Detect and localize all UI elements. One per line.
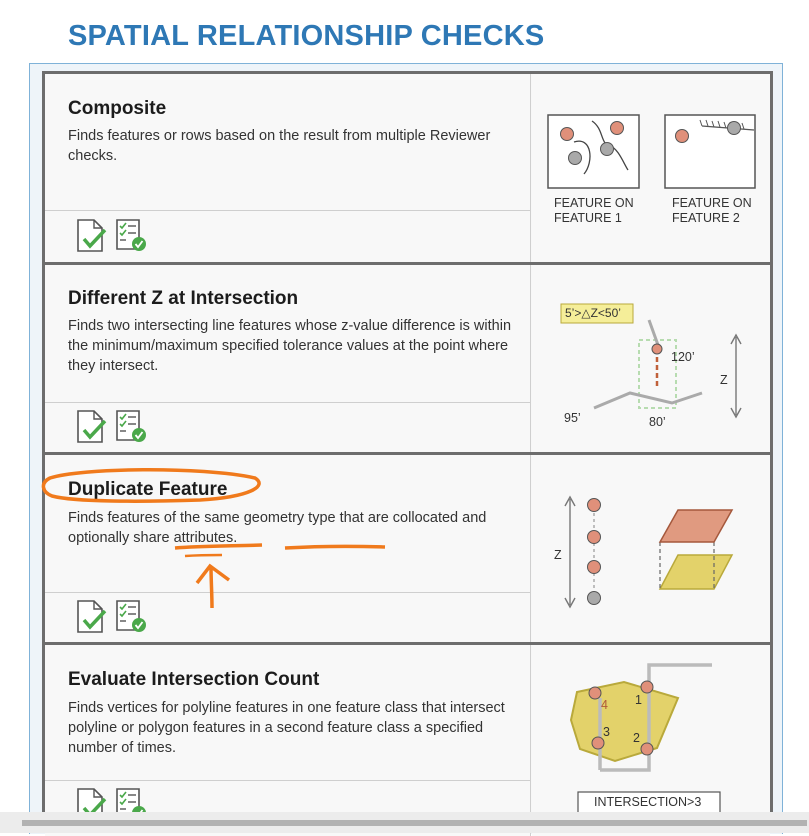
left-elevation-label: 95’ (564, 411, 581, 425)
tolerance-formula: 5’>△Z<50’ (565, 306, 621, 320)
caption-line: FEATURE ON (554, 196, 634, 210)
vertex-number: 3 (603, 725, 610, 739)
vertex-number: 2 (633, 731, 640, 745)
annotation-underline (285, 546, 385, 548)
annotation-circle (43, 470, 259, 501)
annotation-arrow (197, 566, 229, 608)
vertex-number: 1 (635, 693, 642, 707)
condition-label: INTERSECTION>3 (594, 795, 702, 809)
page-title: SPATIAL RELATIONSHIP CHECKS (68, 20, 545, 52)
check-description: Finds two intersecting line features whose z-value difference is within the minimum/maximum specified tolerance values at the point where they intersect. (68, 318, 512, 374)
horizontal-scrollbar[interactable] (0, 812, 809, 833)
height-label: 120’ (671, 350, 695, 364)
z-axis-label: Z (720, 373, 728, 387)
annotation-underline (175, 545, 262, 548)
annotation-underline (185, 555, 222, 556)
caption-line: FEATURE 2 (672, 211, 740, 225)
bottom-elevation-label: 80’ (649, 415, 666, 429)
check-title: Evaluate Intersection Count (68, 669, 320, 690)
caption-line: FEATURE ON (672, 196, 752, 210)
check-description: Finds vertices for polyline features in one feature class that intersect polyline or polygon features in a second feature class a specified number of times. (68, 700, 505, 756)
check-title: Different Z at Intersection (68, 288, 299, 309)
check-description: Finds features of the same geometry type that are collocated and optionally share attributes. (68, 510, 487, 546)
check-description: Finds features or rows based on the result from multiple Reviewer checks. (68, 128, 491, 164)
check-title: Duplicate Feature (68, 479, 228, 500)
check-title: Composite (68, 98, 167, 119)
vertex-number: 4 (601, 698, 608, 712)
scrollbar-thumb[interactable] (22, 820, 807, 826)
z-axis-label: Z (554, 548, 562, 562)
caption-line: FEATURE 1 (554, 211, 622, 225)
